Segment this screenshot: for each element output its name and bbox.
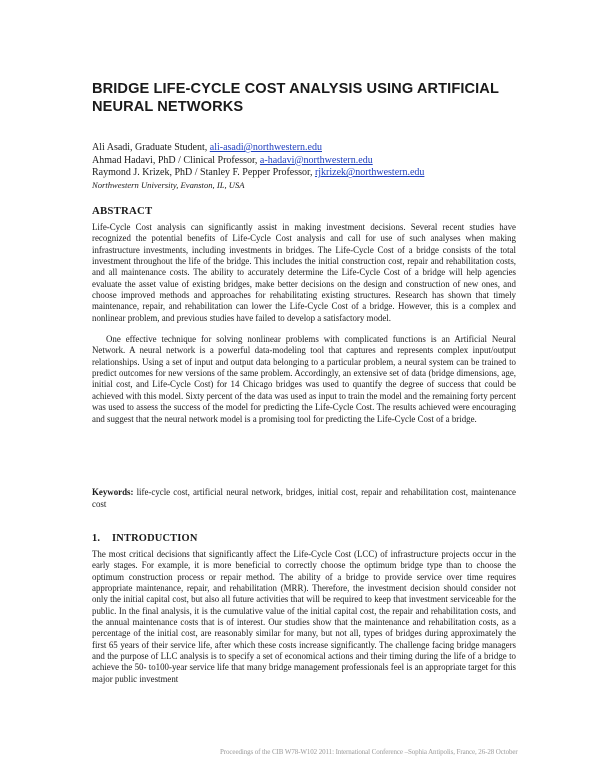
author-line (92, 155, 532, 168)
abstract-heading: ABSTRACT (92, 205, 153, 217)
author-name: Raymond J. Krizek, PhD / Stanley F. Pepper Professor, (92, 167, 315, 179)
page-footer: Proceedings of the CIB W78-W102 2011: International Conference –Sophia Antipolis, France, 26-28 October (220, 748, 518, 756)
introduction-paragraph: The most critical decisions that significantly affect the Life-Cycle Cost (LCC) of infrastructure projects occur in the early stages. For example, it is more beneficial to correctly choose the optimum bridge type than to choose the optimum construction process or repair method. The ability of a bridge to provide service over time requires appropriate maintenance, repair, and rehabilitation (MRR). Therefore, the investment decision should consider not only the initial capital cost, but also all future activities that will be required to keep that investment serviceable for the public. In the final analysis, it is the cumulative value of the initial capital cost, the repair and rehabilitation costs, and the annual maintenance costs that is of interest. Our studies show that the maintenance and rehabilitation costs, as a percentage of the initial cost, are reasonably similar for many, but not all, types of bridges during approximately the first 65 years of their service life, after which these costs increase significantly. The challenge facing bridge managers and the purpose of LLC analysis is to specify a set of economical actions and their timing during the life of a bridge to achieve the 50- to100-year service life that many bridge management professionals feel is an appropriate target for this major public investment (92, 549, 516, 684)
author-line (92, 142, 532, 155)
paper-title: BRIDGE LIFE-CYCLE COST ANALYSIS USING ARTIFICIAL NEURAL NETWORKS (92, 81, 499, 115)
abstract-paragraph: One effective technique for solving nonlinear problems with complicated functions is an Artificial Neural Network. A neural network is a powerful data-modeling tool that captures and represents complex input/output relationships. Using a set of input and output data belonging to a particular problem, a neural system can be trained to predict outcomes for new versions of the same problem. Accordingly, an extensive set of data (bridge dimensions, age, initial cost, and Life-Cycle Cost) for 14 Chicago bridges was used to quantify the degree of success that could be achieved with this model. Sixty percent of the data was used as input to train the model and the remaining forty percent was used to assess the success of the model for predicting the Life-Cycle Cost. The results achieved were encouraging and suggest that the neural network model is a promising tool for predicting the Life-Cycle Cost of a bridge. (92, 334, 516, 424)
section-title: INTRODUCTION (112, 533, 198, 544)
author-line (92, 167, 532, 180)
affiliation: Northwestern University, Evanston, IL, USA (92, 179, 245, 190)
author-block (92, 142, 532, 191)
keywords-text: life-cycle cost, artificial neural network, bridges, initial cost, repair and rehabilitation cost, maintenance cost (92, 487, 516, 509)
introduction-body (92, 549, 516, 685)
abstract-body (92, 222, 516, 435)
author-name: Ali Asadi, Graduate Student, (92, 142, 210, 153)
abstract-paragraph: Life-Cycle Cost analysis can significantly assist in making investment decisions. Several recent studies have recognized the potential benefits of Life-Cycle Cost analysis and call for use of such analyses when making infrastructure investments, including investments in bridges. The Life-Cycle Cost of a bridge consists of the total investment throughout the life of the bridge. This includes the initial construction cost, repair and rehabilitation costs, and all maintenance costs. The ability to accurately determine the Life-Cycle Cost of a bridge will help agencies evaluate the asset value of existing bridges, make better decisions on the design and construction of new ones, and choose improved methods and approaches for rehabilitating existing structures. Research has shown that timely maintenance, repair, and rehabilitation can lower the Life-Cycle Cost of a bridge. However, this is a complex and nonlinear problem, and previous studies have failed to develop a satisfactory model. (92, 222, 516, 323)
author-email-link[interactable]: rjkrizek@northwestern.edu (314, 167, 425, 179)
section-number: 1. (92, 533, 101, 544)
author-email-link[interactable]: a-hadavi@northwestern.edu (259, 154, 373, 166)
author-email-link[interactable]: ali-asadi@northwestern.edu (209, 142, 322, 153)
section-heading-introduction (92, 533, 198, 544)
keywords (92, 487, 516, 510)
author-name: Ahmad Hadavi, PhD / Clinical Professor, (92, 154, 260, 166)
keywords-label: Keywords: (92, 487, 134, 497)
